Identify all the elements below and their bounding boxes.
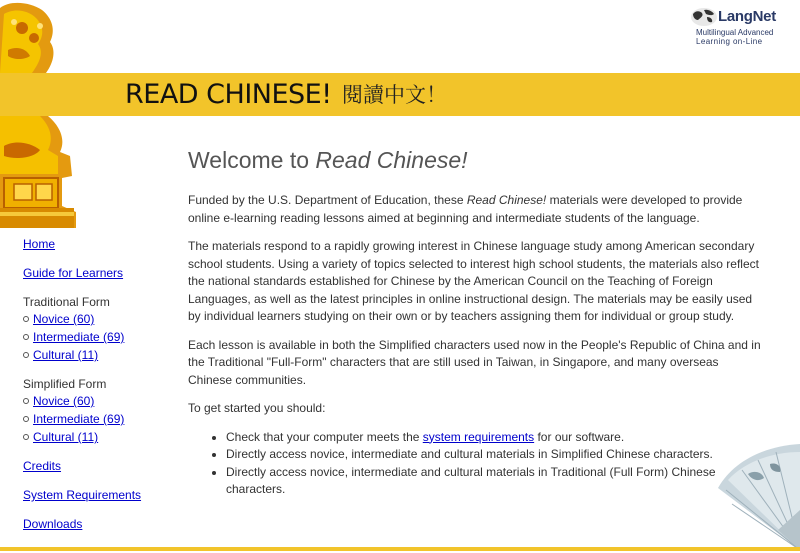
logo-name: LangNet (718, 8, 776, 25)
traditional-form-list (23, 311, 173, 365)
characters-paragraph: Each lesson is available in both the Simplified characters used now in the People's Republic of China and in the Traditional "Full-Form" characters that are still used in Taiwan, in Singapore, and many overseas Chinese communities. (188, 337, 761, 387)
intro-text-before: Funded by the U.S. Department of Education, these (188, 193, 467, 207)
sidebar-link-traditional-cultural[interactable]: Cultural (11) (33, 348, 99, 362)
globe-icon (690, 6, 720, 28)
sidebar-link-traditional-intermediate[interactable]: Intermediate (69) (33, 330, 125, 344)
sidebar-link-downloads[interactable]: Downloads (23, 517, 83, 531)
page-title (188, 146, 763, 174)
intro-paragraph (188, 192, 763, 227)
sidebar-heading-simplified: Simplified Form (23, 377, 107, 391)
sidebar-nav (23, 236, 173, 545)
sidebar-link-system-requirements[interactable]: System Requirements (23, 488, 142, 502)
chinese-fan-image (718, 440, 800, 550)
list-item (23, 393, 173, 411)
sidebar-link-simplified-novice[interactable]: Novice (60) (33, 394, 95, 408)
footer-rule (0, 547, 800, 551)
header-banner (0, 73, 800, 116)
lion-statue-pedestal-image (0, 116, 78, 228)
bullet1-text-before: Check that your computer meets the (226, 429, 423, 444)
sidebar-link-home[interactable]: Home (23, 237, 56, 251)
list-item (23, 347, 173, 365)
list-item (23, 429, 173, 447)
logo-subtitle-line1: Multilingual Advanced (696, 28, 774, 37)
logo-subtitle-line2: Learning on-Line (696, 37, 763, 46)
sidebar-link-guide[interactable]: Guide for Learners (23, 266, 124, 280)
get-started-list (188, 429, 763, 499)
list-item (23, 329, 173, 347)
intro-text-italic: Read Chinese! (466, 193, 547, 207)
sidebar-link-traditional-novice[interactable]: Novice (60) (33, 312, 95, 326)
sidebar-link-simplified-intermediate[interactable]: Intermediate (69) (33, 412, 125, 426)
list-item (226, 429, 763, 447)
get-started-paragraph: To get started you should: (188, 401, 326, 415)
system-requirements-link[interactable]: system requirements (422, 429, 535, 444)
lion-statue-top-image (0, 0, 58, 73)
list-item (23, 311, 173, 329)
main-content (188, 146, 763, 499)
intro-text-after: materials were developed to provide online e-learning reading lessons aimed at beginning and intermediate students of the language. (188, 193, 743, 225)
list-item: • Directly access novice, intermediate and cultural materials in Simplified Chinese characters. (226, 446, 763, 464)
sidebar-link-simplified-cultural[interactable]: Cultural (11) (33, 430, 99, 444)
sidebar-link-credits[interactable]: Credits (23, 459, 62, 473)
simplified-form-list (23, 393, 173, 447)
banner-title-chinese: 閱讀中文！ (342, 83, 447, 107)
list-item (23, 411, 173, 429)
langnet-logo[interactable] (690, 6, 790, 46)
page-title-prefix: Welcome to (188, 147, 316, 173)
sidebar-heading-traditional: Traditional Form (23, 295, 110, 309)
page-title-italic: Read Chinese! (315, 147, 468, 173)
materials-paragraph: The materials respond to a rapidly growing interest in Chinese language study among American secondary school students. Using a variety of topics selected to interest high school students, the materials also reflect the national standards established for Chinese by the American Council on the Teaching of Foreign Languages, as well as the latest principles in online instructional design. The materials may be easily used by individual learners studying on their own or by teachers assigning them for individual or group study. (188, 239, 759, 323)
bullet1-text-after: for our software. (534, 429, 625, 444)
banner-title: READ CHINESE! (125, 79, 332, 110)
list-item: • Directly access novice, intermediate and cultural materials in Traditional (Full Form) Chinese characters. (226, 464, 763, 499)
